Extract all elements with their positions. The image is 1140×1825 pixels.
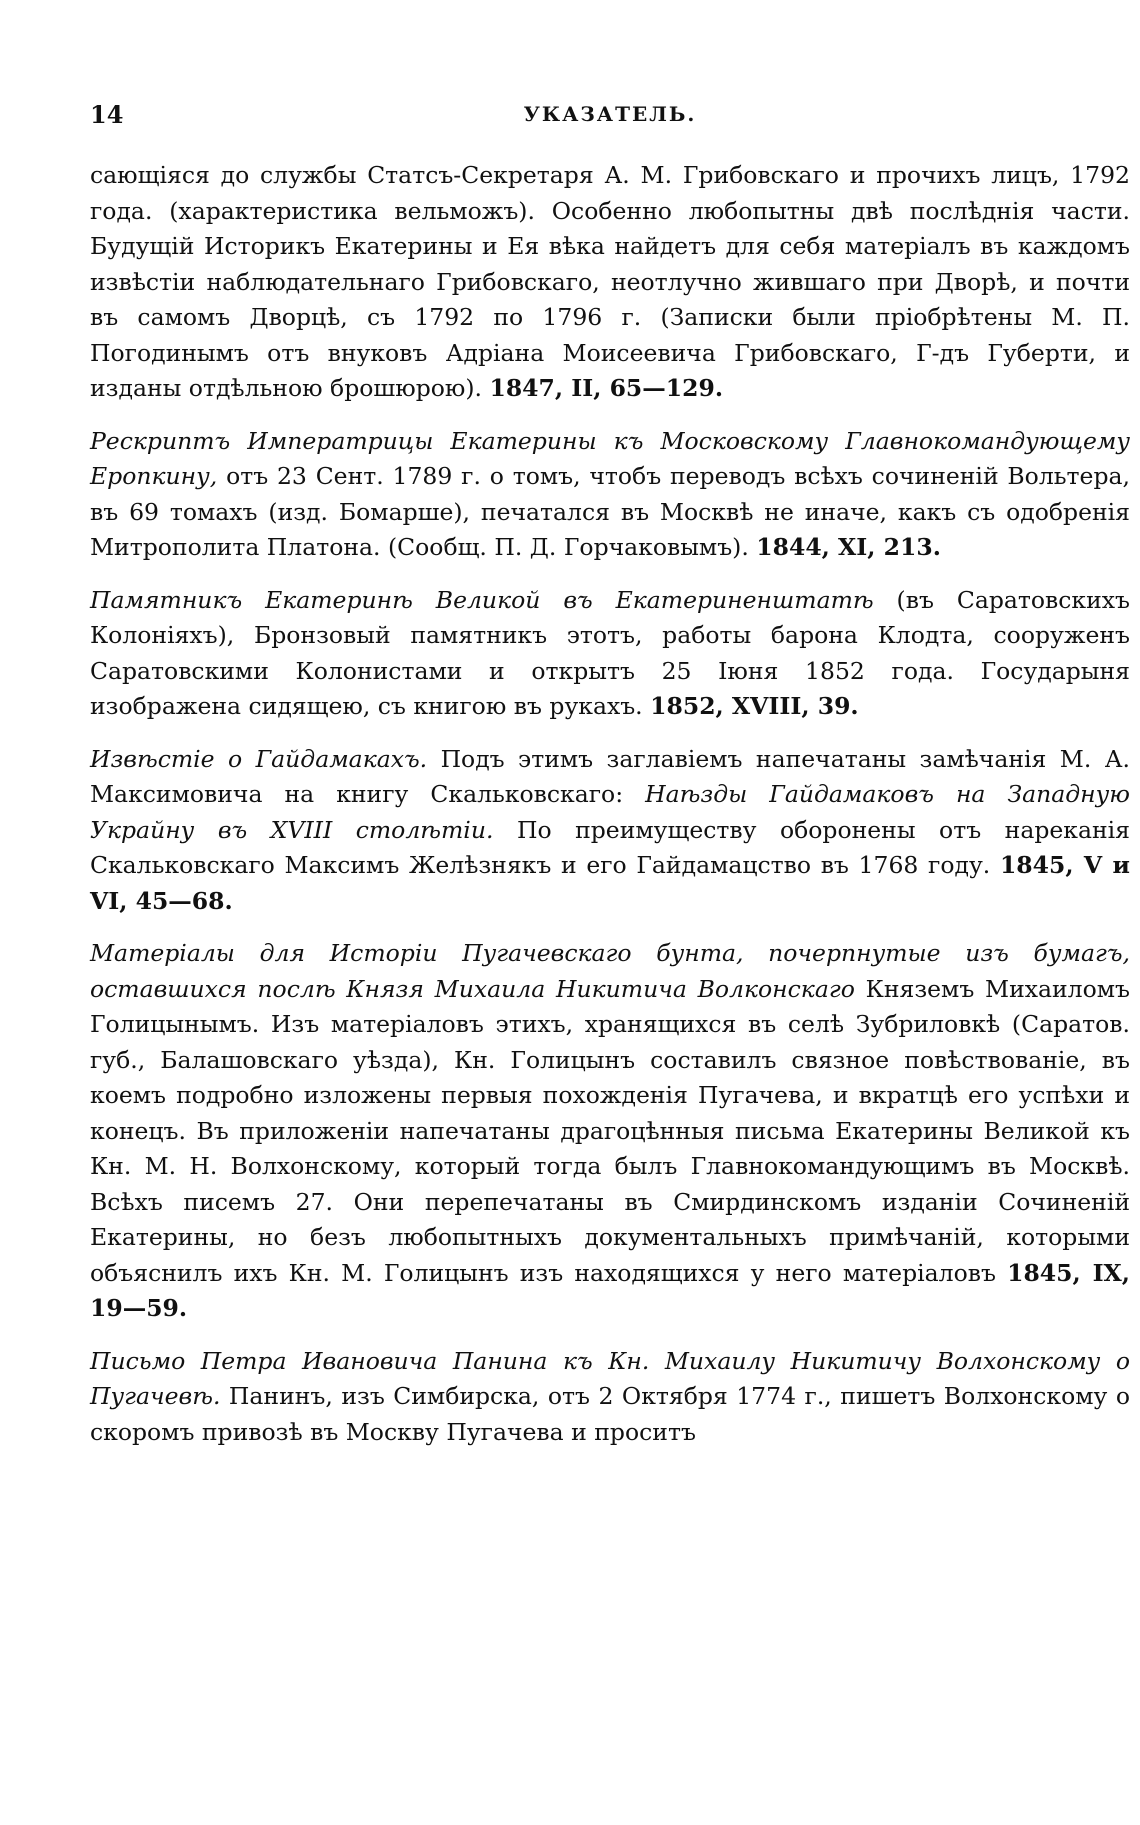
entry-rescript — [90, 424, 1130, 566]
entry-citation: 1852, XVIII, 39. — [650, 692, 859, 720]
entry-panin-letter — [90, 1344, 1130, 1451]
entry-title: Рескриптъ Императрицы Екатерины къ Московскому Главнокомандующему Еропкину, — [90, 426, 1130, 490]
entry-continuation — [90, 158, 1130, 407]
entry-haidamaks — [90, 742, 1130, 920]
running-head — [90, 100, 1130, 140]
entry-monument — [90, 583, 1130, 725]
entry-text: Панинъ, изъ Симбирска, отъ 2 Октября 1774 г., пишетъ Волхонскому о скоромъ привозѣ въ Москву Пугачева и проситъ — [90, 1382, 1130, 1446]
entry-citation: 1847, II, 65—129. — [489, 374, 724, 402]
entry-title: Матеріалы для Исторіи Пугачевскаго бунта, почерпнутые изъ бумагъ, оставшихся послѣ Князя Михаила Никитича Волконскаго — [90, 939, 1130, 1003]
header-title: УКАЗАТЕЛЬ. — [523, 102, 697, 126]
page-number: 14 — [90, 100, 124, 129]
entry-text-before: Подъ этимъ заглавіемъ напечатаны замѣчанія М. А. Максимовича на книгу Скальковскаго: — [90, 744, 1130, 808]
entry-text: По преимуществу оборонены отъ нареканія Скальковскаго Максимъ Желѣзнякъ и его Гайдамацство въ 1768 году. — [90, 815, 1130, 879]
entry-title: Извѣстіе о Гайдамакахъ. — [90, 744, 428, 773]
entry-text: сающіяся до службы Статсъ-Секретаря А. М. Грибовскаго и прочихъ лицъ, 1792 года. (характеристика вельможъ). Особенно любопытны двѣ послѣднія части. Будущій Историкъ Екатерины и Ея вѣка найдетъ для себя матеріалъ въ каждомъ извѣстіи наблюдательнаго Грибовскаго, неотлучно жившаго при Дворѣ, и почти въ самомъ Дворцѣ, съ 1792 по 1796 г. (Записки были пріобрѣтены М. П. Погодинымъ отъ внуковъ Адріана Моисеевича Грибовскаго, Г-дъ Губерти, и изданы отдѣльною брошюрою). — [90, 161, 1130, 402]
entry-title: Письмо Петра Ивановича Панина къ Кн. Михаилу Никитичу Волхонскому о Пугачевѣ. — [90, 1346, 1130, 1410]
entry-citation: 1845, V и VI, 45—68. — [90, 851, 1130, 915]
entry-text: Княземъ Михаиломъ Голицынымъ. Изъ матеріаловъ этихъ, хранящихся въ селѣ Зубриловкѣ (Саратов. губ., Балашовскаго уѣзда), Кн. Голицынъ составилъ связное повѣствованіе, въ коемъ подробно изложены первыя похожденія Пугачева, и вкратцѣ его успѣхи и конецъ. Въ приложеніи напечатаны драгоцѣнныя письма Екатерины Великой къ Кн. М. Н. Волхонскому, который тогда былъ Главнокомандующимъ въ Москвѣ. Всѣхъ писемъ 27. Они перепечатаны въ Смирдинскомъ изданіи Сочиненій Екатерины, но безъ любопытныхъ документальныхъ примѣчаній, которыми объяснилъ ихъ Кн. М. Голицынъ изъ находящихся у него матеріаловъ — [90, 974, 1130, 1287]
document-page — [90, 100, 1130, 1467]
entry-text: (въ Саратовскихъ Колоніяхъ), Бронзовый памятникъ этотъ, работы барона Клодта, сооруженъ Саратовскими Колонистами и открытъ 25 Іюня 1852 года. Государыня изображена сидящею, съ книгою въ рукахъ. — [90, 585, 1130, 720]
entry-pugachev-materials — [90, 936, 1130, 1327]
entry-inline-title: Наѣзды Гайдамаковъ на Западную Украйну въ XVIII столѣтіи. — [90, 780, 1130, 844]
entry-citation: 1845, IX, 19—59. — [90, 1258, 1130, 1322]
entry-title: Памятникъ Екатеринѣ Великой въ Екатериненштатѣ — [90, 585, 874, 614]
entry-citation: 1844, XI, 213. — [756, 533, 941, 561]
entry-text: отъ 23 Сент. 1789 г. о томъ, чтобъ переводъ всѣхъ сочиненій Вольтера, въ 69 томахъ (изд. Бомарше), печатался въ Москвѣ не иначе, какъ съ одобренія Митрополита Платона. (Сообщ. П. Д. Горчаковымъ). — [90, 462, 1130, 561]
